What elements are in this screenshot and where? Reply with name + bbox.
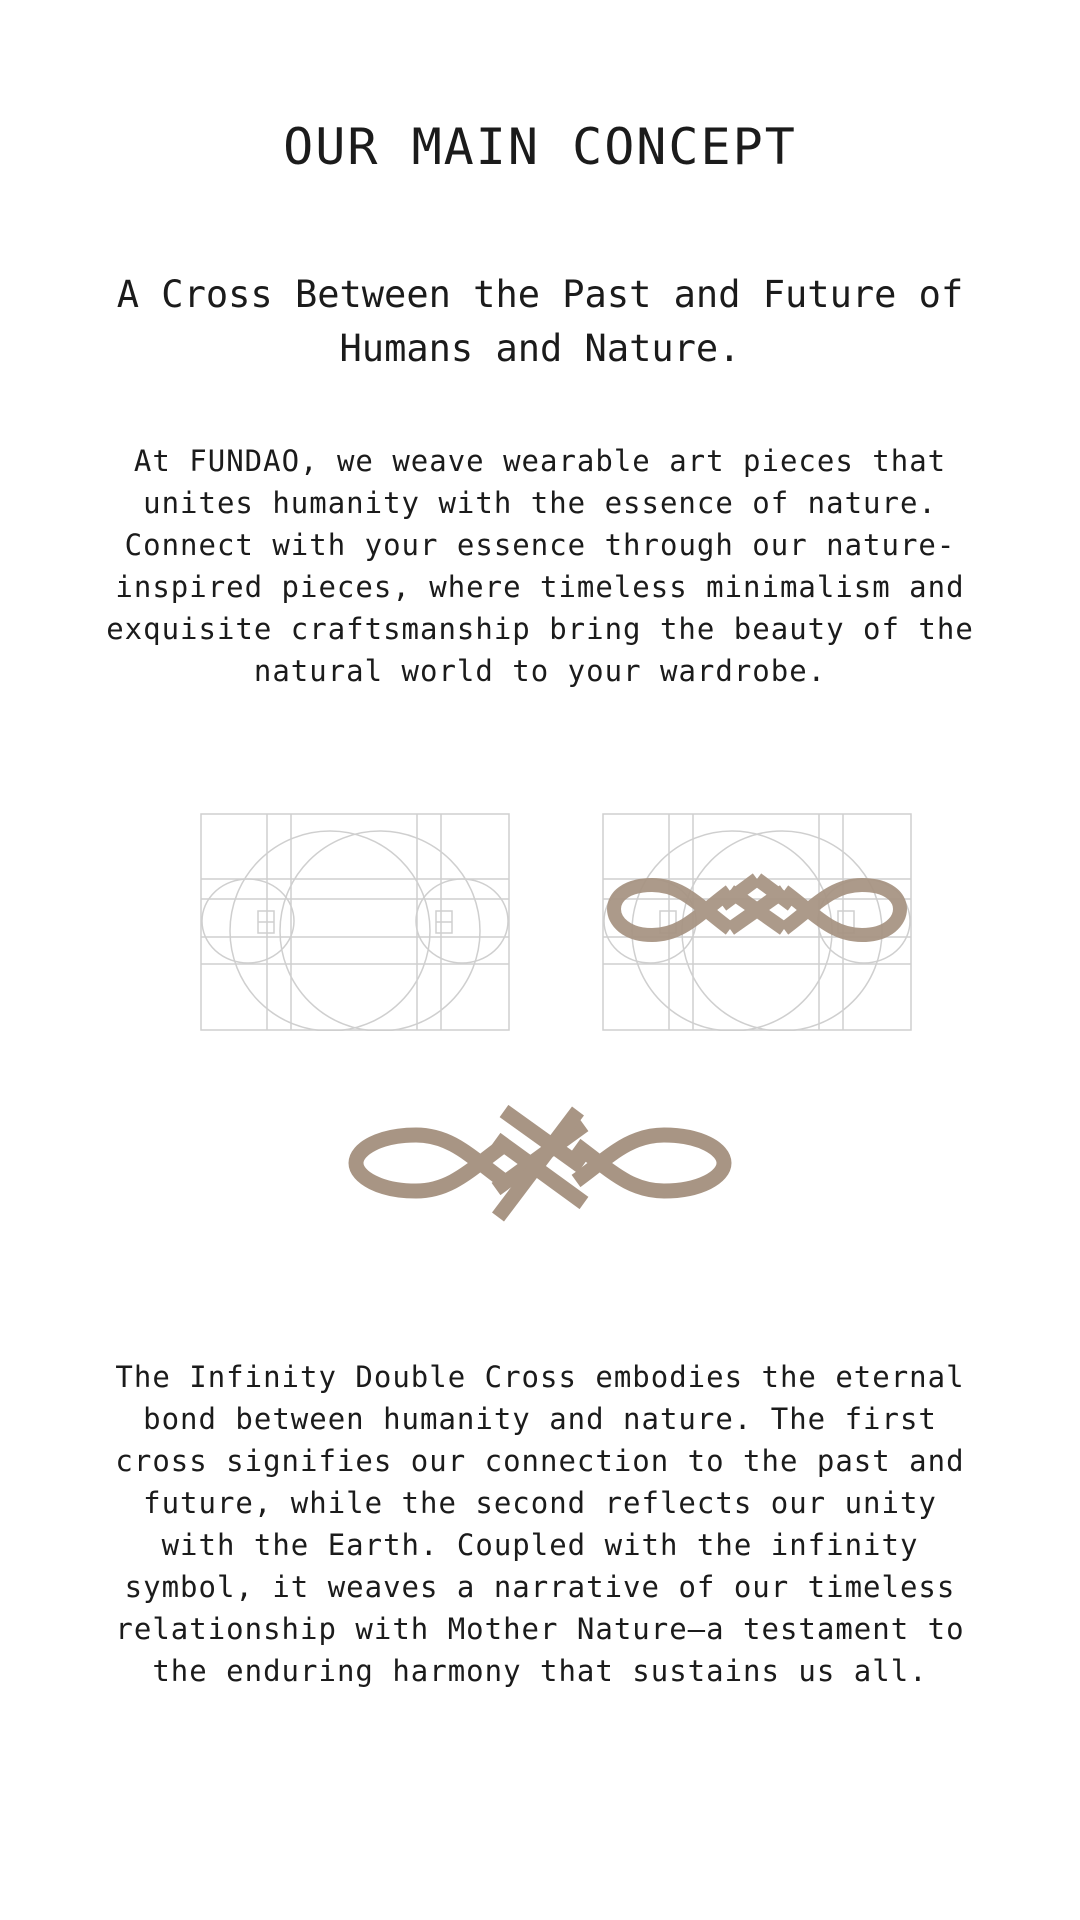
logo-construction-diagram	[602, 813, 912, 1031]
golden-ratio-grid-icon	[200, 813, 510, 1031]
page-title: OUR MAIN CONCEPT	[283, 118, 797, 176]
concept-subtitle: A Cross Between the Past and Future of Humans and Nature.	[116, 273, 964, 370]
description-paragraph: The Infinity Double Cross embodies the eternal bond between humanity and nature. The first cross signifies our connection to the past and future, while the second reflects our unity with the Earth. Coupled with the infinity symbol, it weaves a narrative of our timeless relationship with Mother Nature—a testament to the enduring harmony that sustains us all.	[115, 1360, 965, 1688]
intro-paragraph: At FUNDAO, we weave wearable art pieces that unites humanity with the essence of nature. Connect with your essence through our nature-inspired pieces, where timeless minimalism and exquisite craftsmanship bring the beauty of the natural world to your wardrobe.	[106, 444, 974, 688]
infinity-double-cross-icon	[346, 1105, 734, 1223]
